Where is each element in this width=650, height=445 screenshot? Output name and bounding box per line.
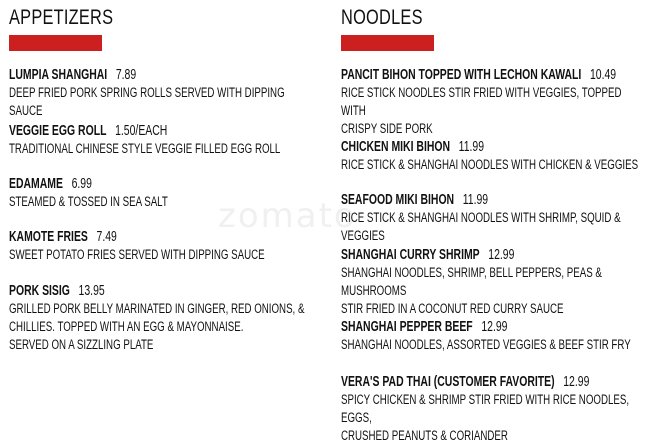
menu-item-shanghai-pepper-beef [341, 318, 643, 354]
item-price: 12.99 [481, 319, 508, 335]
item-price: 12.99 [488, 247, 515, 263]
item-name: LUMPIA SHANGHAI [9, 67, 108, 83]
item-description: SHANGHAI NOODLES, ASSORTED VEGGIES & BEEF STIR FRY [341, 337, 631, 352]
item-price: 6.99 [71, 176, 92, 192]
appetizers-title: APPETIZERS [9, 6, 114, 29]
menu-item-seafood-miki-bihon [341, 191, 643, 245]
item-price: 13.95 [78, 283, 105, 299]
item-description: SHANGHAI NOODLES, SHRIMP, BELL PEPPERS, PEAS & MUSHROOMS STIR FRIED IN A COCONUT RED CURRY SAUCE [341, 265, 602, 316]
item-price: 1.50/EACH [115, 123, 168, 139]
menu-item-lumpia-shanghai [9, 66, 311, 120]
noodles-red-bar [341, 35, 434, 51]
menu-item-shanghai-curry-shrimp [341, 246, 643, 318]
item-name: VERA'S PAD THAI (CUSTOMER FAVORITE) [341, 374, 555, 390]
item-name: PANCIT BIHON TOPPED WITH LECHON KAWALI [341, 67, 582, 83]
item-name: PORK SISIG [9, 283, 70, 299]
item-name: KAMOTE FRIES [9, 229, 88, 245]
menu-item-chicken-miki-bihon [341, 138, 643, 174]
item-description: SWEET POTATO FRIES SERVED WITH DIPPING SAUCE [9, 247, 265, 262]
menu-item-veggie-egg-roll [9, 122, 311, 158]
menu-item-pork-sisig [9, 282, 311, 354]
item-name: CHICKEN MIKI BIHON [341, 139, 451, 155]
item-name: SHANGHAI CURRY SHRIMP [341, 247, 480, 263]
menu-item-pancit-bihon [341, 66, 643, 138]
watermark: zomato [218, 196, 357, 236]
item-price: 11.99 [462, 192, 489, 208]
item-description: RICE STICK NOODLES STIR FRIED WITH VEGGIES, TOPPED WITH CRISPY SIDE PORK [341, 85, 622, 136]
item-name: VEGGIE EGG ROLL [9, 123, 107, 139]
item-price: 11.99 [458, 139, 485, 155]
item-description: STEAMED & TOSSED IN SEA SALT [9, 194, 168, 209]
menu-item-veras-pad-thai [341, 373, 643, 445]
item-name: SEAFOOD MIKI BIHON [341, 192, 455, 208]
menu-item-edamame [9, 175, 311, 211]
noodles-title: NOODLES [341, 6, 423, 29]
item-name: SHANGHAI PEPPER BEEF [341, 319, 473, 335]
item-price: 12.99 [563, 374, 590, 390]
item-price: 7.49 [96, 229, 117, 245]
item-description: RICE STICK & SHANGHAI NOODLES WITH SHRIMP, SQUID & VEGGIES [341, 210, 621, 243]
item-description: RICE STICK & SHANGHAI NOODLES WITH CHICKEN & VEGGIES [341, 157, 639, 172]
item-name: EDAMAME [9, 176, 63, 192]
menu-item-kamote-fries [9, 228, 311, 264]
item-description: TRADITIONAL CHINESE STYLE VEGGIE FILLED EGG ROLL [9, 141, 281, 156]
item-description: SPICY CHICKEN & SHRIMP STIR FRIED WITH RICE NOODLES, EGGS, CRUSHED PEANUTS & CORIANDER [341, 392, 630, 443]
appetizers-red-bar [9, 35, 102, 51]
item-description: GRILLED PORK BELLY MARINATED IN GINGER, RED ONIONS, & CHILLIES. TOPPED WITH AN EGG & MAYONNAISE. SERVED ON A SIZZLING PLATE [9, 301, 305, 352]
item-price: 10.49 [589, 67, 617, 83]
item-price: 7.89 [115, 67, 137, 83]
item-description: DEEP FRIED PORK SPRING ROLLS SERVED WITH DIPPING SAUCE [9, 85, 285, 118]
